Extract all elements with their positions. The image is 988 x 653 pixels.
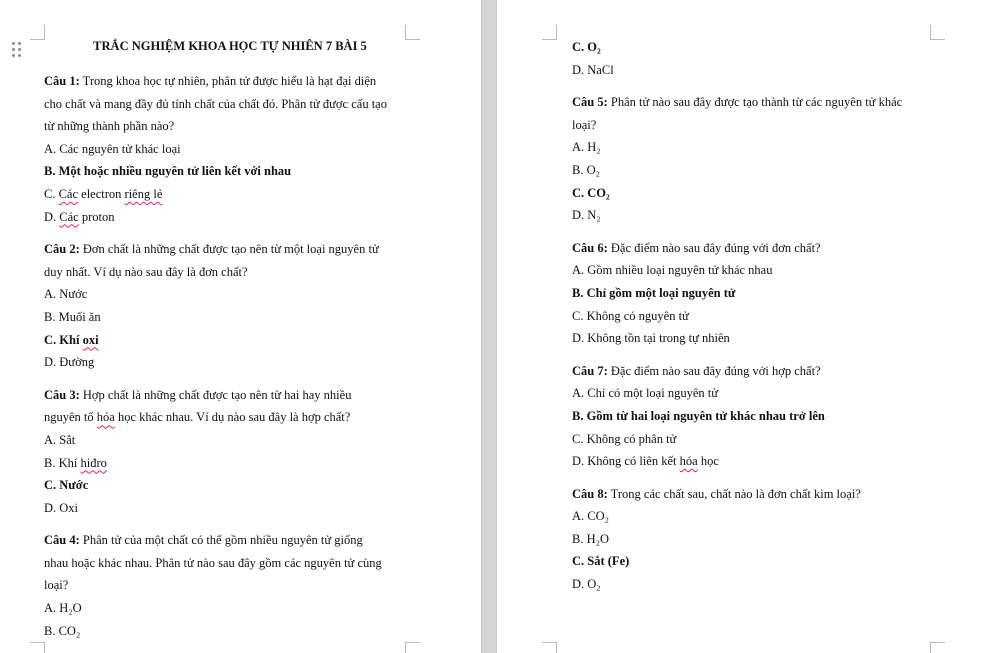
question-3: [44, 384, 416, 520]
option-c-correct: C. Khí oxi: [44, 332, 99, 347]
spelling-error[interactable]: hiđro: [80, 455, 107, 470]
question-number: Câu 7:: [572, 363, 608, 378]
question-text: Câu 4: Phân tử của một chất có thể gồm nhiều nguyên tử giống: [44, 533, 363, 548]
option-b: B. CO₂: [44, 623, 81, 638]
question-text: duy nhất. Ví dụ nào sau đây là đơn chất?: [44, 264, 248, 279]
option-b: B. H₂O: [572, 531, 609, 546]
option-d: D. Đường: [44, 355, 95, 370]
option-a: A. Sắt: [44, 432, 76, 447]
page-corner-mark: [542, 642, 557, 653]
option-d: D. N₂: [572, 208, 601, 223]
document-page-right: [497, 0, 988, 653]
question-text: nguyên tố hóa học khác nhau. Ví dụ nào sau đây là hợp chất?: [44, 410, 351, 425]
question-5: [572, 91, 934, 227]
option-c-correct: C. CO₂: [572, 185, 610, 200]
question-number: Câu 6:: [572, 240, 608, 255]
page-content: [44, 36, 416, 652]
page-corner-mark: [542, 25, 557, 40]
question-text: Câu 8: Trong các chất sau, chất nào là đơn chất kim loại?: [572, 486, 861, 501]
question-number: Câu 3:: [44, 387, 80, 402]
option-d: D. O₂: [572, 577, 601, 592]
option-c: C. Không có phân tử: [572, 431, 677, 446]
spelling-error[interactable]: Các: [59, 209, 79, 224]
question-number: Câu 2:: [44, 242, 80, 257]
question-text: Câu 6: Đặc điểm nào sau đây đúng với đơn chất?: [572, 240, 821, 255]
question-6: [572, 237, 934, 350]
option-d: D. Các proton: [44, 209, 115, 224]
option-c: C. Không có nguyên tử: [572, 308, 689, 323]
option-a: A. CO₂: [572, 509, 609, 524]
question-text: Câu 3: Hợp chất là những chất được tạo nên từ hai hay nhiều: [44, 387, 352, 402]
question-4-continued: [572, 36, 934, 81]
spelling-error[interactable]: riêng lẻ: [124, 186, 163, 201]
question-number: Câu 5:: [572, 95, 608, 110]
option-b: B. Muối ăn: [44, 309, 101, 324]
option-b: B. O₂: [572, 162, 600, 177]
question-text: Câu 1: Trong khoa học tự nhiên, phân tử được hiểu là hạt đại diện: [44, 74, 377, 88]
spelling-error[interactable]: Các: [58, 186, 79, 201]
page-corner-mark: [30, 25, 45, 40]
spelling-error[interactable]: oxi: [82, 332, 99, 347]
option-b-correct: B. Gồm từ hai loại nguyên tử khác nhau trở lên: [572, 408, 825, 423]
document-title: TRẮC NGHIỆM KHOA HỌC TỰ NHIÊN 7 BÀI 5: [93, 39, 367, 53]
option-d: D. Không có liên kết hóa học: [572, 454, 719, 469]
option-a: A. Các nguyên tử khác loại: [44, 141, 181, 156]
question-8: [572, 483, 934, 596]
question-text: Câu 7: Đặc điểm nào sau đây đúng với hợp chất?: [572, 363, 821, 378]
question-text: loại?: [44, 578, 69, 593]
option-c: C. Các electron riêng lẻ: [44, 186, 163, 201]
option-c-correct: C. Sắt (Fe): [572, 554, 630, 569]
question-number: Câu 8:: [572, 486, 608, 501]
question-4: [44, 529, 416, 642]
option-a: A. H₂: [572, 140, 601, 155]
question-text: nhau hoặc khác nhau. Phân tử nào sau đây gồm các nguyên tử cùng: [44, 555, 382, 570]
option-a: A. Chỉ có một loại nguyên tử: [572, 386, 718, 401]
question-text: cho chất và mang đầy đủ tính chất của chất đó. Phân tử được cấu tạo: [44, 96, 387, 111]
spelling-error[interactable]: hóa: [679, 454, 698, 469]
question-number: Câu 4:: [44, 533, 80, 548]
option-d: D. Không tồn tại trong tự nhiên: [572, 331, 730, 346]
question-text: Câu 2: Đơn chất là những chất được tạo nên từ một loại nguyên tử: [44, 242, 379, 257]
question-text: từ những thành phần nào?: [44, 119, 175, 134]
question-2: [44, 238, 416, 374]
page-corner-mark: [930, 642, 945, 653]
option-c-correct: C. Nước: [44, 478, 89, 493]
option-b: B. Khí hiđro: [44, 455, 107, 470]
option-a: A. H₂O: [44, 601, 82, 616]
question-1: [44, 70, 416, 228]
spelling-error[interactable]: hóa: [96, 410, 115, 425]
page-content: [572, 36, 934, 606]
option-b-correct: B. Chỉ gồm một loại nguyên tử: [572, 285, 736, 300]
option-b-correct: B. Một hoặc nhiều nguyên tử liên kết với nhau: [44, 164, 292, 179]
page-corner-mark: [30, 642, 45, 653]
option-a: A. Gồm nhiều loại nguyên tử khác nhau: [572, 263, 773, 278]
question-text: Câu 5: Phân tử nào sau đây được tạo thành từ các nguyên tử khác: [572, 95, 903, 110]
option-a: A. Nước: [44, 287, 88, 302]
option-d: D. NaCl: [572, 62, 614, 77]
question-text: loại?: [572, 117, 597, 132]
option-d: D. Oxi: [44, 500, 79, 515]
document-page-left: [0, 0, 481, 653]
drag-handle-icon[interactable]: [12, 42, 22, 58]
question-number: Câu 1:: [44, 74, 80, 88]
option-c-correct: C. O₂: [572, 40, 601, 54]
page-gap: [481, 0, 497, 653]
question-7: [572, 360, 934, 473]
